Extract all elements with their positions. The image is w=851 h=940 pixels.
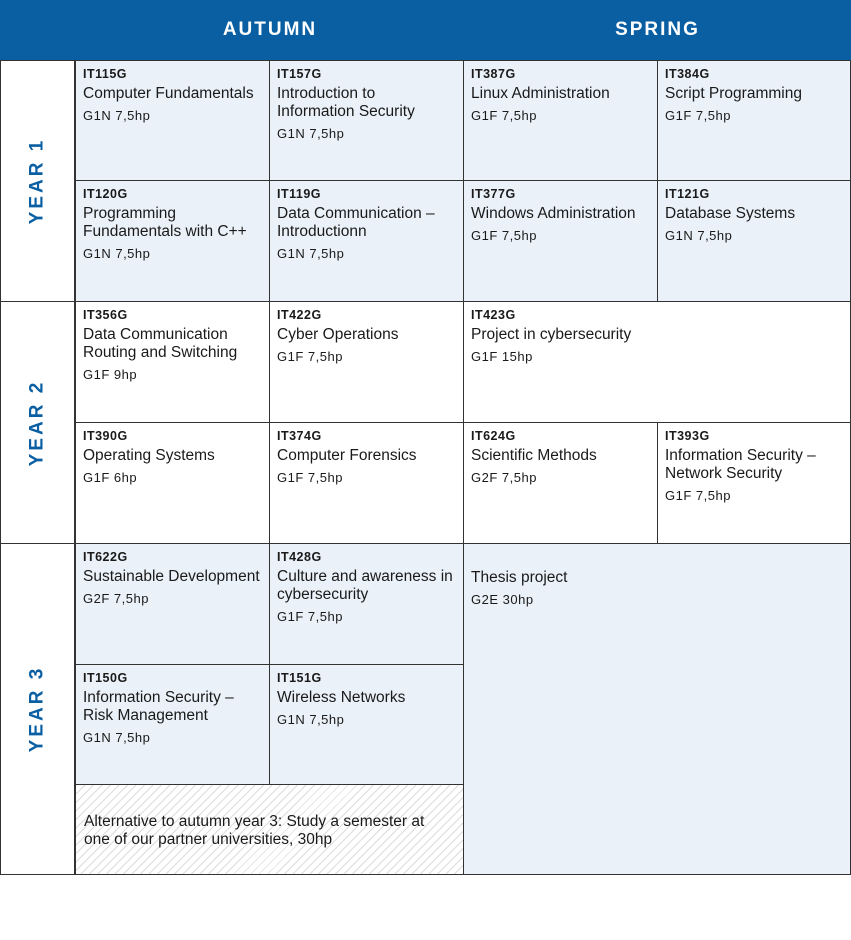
course-cell-it624g <box>463 422 658 544</box>
course-title: Culture and awareness in cybersecurity <box>277 568 453 603</box>
course-code: IT393G <box>665 429 710 443</box>
year-3-label: YEAR 3 <box>26 665 48 753</box>
course-credits: G2F 7,5hp <box>83 591 149 606</box>
course-cell-it120g <box>75 180 270 302</box>
course-code: IT150G <box>83 671 128 685</box>
course-credits: G1F 7,5hp <box>665 488 731 503</box>
course-cell-it356g <box>75 301 270 423</box>
course-credits: G2F 7,5hp <box>471 470 537 485</box>
course-credits: G1F 15hp <box>471 349 533 364</box>
course-title: Windows Administration <box>471 205 636 222</box>
course-cell-it377g <box>463 180 658 302</box>
course-code: IT377G <box>471 187 516 201</box>
course-code: IT384G <box>665 67 710 81</box>
course-title: Wireless Networks <box>277 689 406 706</box>
course-code: IT624G <box>471 429 516 443</box>
course-title: Data Communication Routing and Switching <box>83 326 238 361</box>
spring-heading: SPRING <box>464 0 851 60</box>
year-2-label-cell <box>0 301 75 544</box>
course-cell-it119g <box>269 180 464 302</box>
course-cell-it115g <box>75 60 270 181</box>
year-3-label-cell <box>0 543 75 875</box>
course-credits: G1N 7,5hp <box>277 246 345 261</box>
course-credits: G1N 7,5hp <box>277 712 345 727</box>
course-code: IT422G <box>277 308 322 322</box>
course-code: IT387G <box>471 67 516 81</box>
course-credits: G1F 6hp <box>83 470 138 485</box>
course-cell-it384g <box>657 60 851 181</box>
course-title: Operating Systems <box>83 447 215 464</box>
course-cell-thesis <box>463 543 851 875</box>
course-code: IT390G <box>83 429 128 443</box>
course-credits: G1F 7,5hp <box>471 108 537 123</box>
course-title: Information Security – Network Security <box>665 447 816 482</box>
course-title: Information Security – Risk Management <box>83 689 234 724</box>
course-credits: G1F 9hp <box>83 367 138 382</box>
course-code: IT120G <box>83 187 128 201</box>
course-cell-it390g <box>75 422 270 544</box>
year-1-label: YEAR 1 <box>26 137 48 225</box>
alternative-text: Alternative to autumn year 3: Study a semester at one of our partner universities, 30hp <box>84 813 425 848</box>
course-title: Sustainable Development <box>83 568 260 585</box>
course-credits: G1F 7,5hp <box>277 470 343 485</box>
course-credits: G1N 7,5hp <box>277 126 345 141</box>
course-code: IT622G <box>83 550 128 564</box>
course-title: Thesis project <box>471 569 568 586</box>
course-credits: G1N 7,5hp <box>83 108 151 123</box>
course-credits: G1N 7,5hp <box>83 246 151 261</box>
course-cell-it374g <box>269 422 464 544</box>
course-cell-it121g <box>657 180 851 302</box>
course-cell-it387g <box>463 60 658 181</box>
course-credits: G1N 7,5hp <box>83 730 151 745</box>
course-title: Scientific Methods <box>471 447 597 464</box>
course-code: IT356G <box>83 308 128 322</box>
course-code: IT151G <box>277 671 322 685</box>
course-title: Script Programming <box>665 85 802 102</box>
course-cell-it422g <box>269 301 464 423</box>
course-title: Computer Fundamentals <box>83 85 254 102</box>
course-credits: G1F 7,5hp <box>277 609 343 624</box>
course-code: IT157G <box>277 67 322 81</box>
course-credits: G2E 30hp <box>471 592 534 607</box>
course-credits: G1F 7,5hp <box>471 228 537 243</box>
course-credits: G1F 7,5hp <box>277 349 343 364</box>
course-code: IT115G <box>83 67 127 81</box>
year-1-label-cell <box>0 60 75 302</box>
course-title: Introduction to Information Security <box>277 85 415 120</box>
course-cell-it157g <box>269 60 464 181</box>
course-title: Programming Fundamentals with C++ <box>83 205 247 240</box>
course-code: IT428G <box>277 550 322 564</box>
course-title: Computer Forensics <box>277 447 417 464</box>
course-cell-it151g <box>269 664 464 785</box>
alternative-cell <box>75 784 464 875</box>
year-2-label: YEAR 2 <box>26 379 48 466</box>
course-title: Linux Administration <box>471 85 610 102</box>
course-code: IT119G <box>277 187 321 201</box>
course-code: IT374G <box>277 429 322 443</box>
course-cell-it428g <box>269 543 464 665</box>
course-cell-it393g <box>657 422 851 544</box>
course-credits: G1N 7,5hp <box>665 228 733 243</box>
course-title: Cyber Operations <box>277 326 399 343</box>
course-cell-it622g <box>75 543 270 665</box>
course-title: Project in cybersecurity <box>471 326 632 343</box>
course-cell-it423g <box>463 301 851 423</box>
course-code: IT121G <box>665 187 710 201</box>
course-code: IT423G <box>471 308 516 322</box>
course-title: Database Systems <box>665 205 796 222</box>
autumn-heading: AUTUMN <box>75 0 465 60</box>
course-cell-it150g <box>75 664 270 785</box>
course-credits: G1F 7,5hp <box>665 108 731 123</box>
course-title: Data Communication – Introductionn <box>277 205 435 240</box>
